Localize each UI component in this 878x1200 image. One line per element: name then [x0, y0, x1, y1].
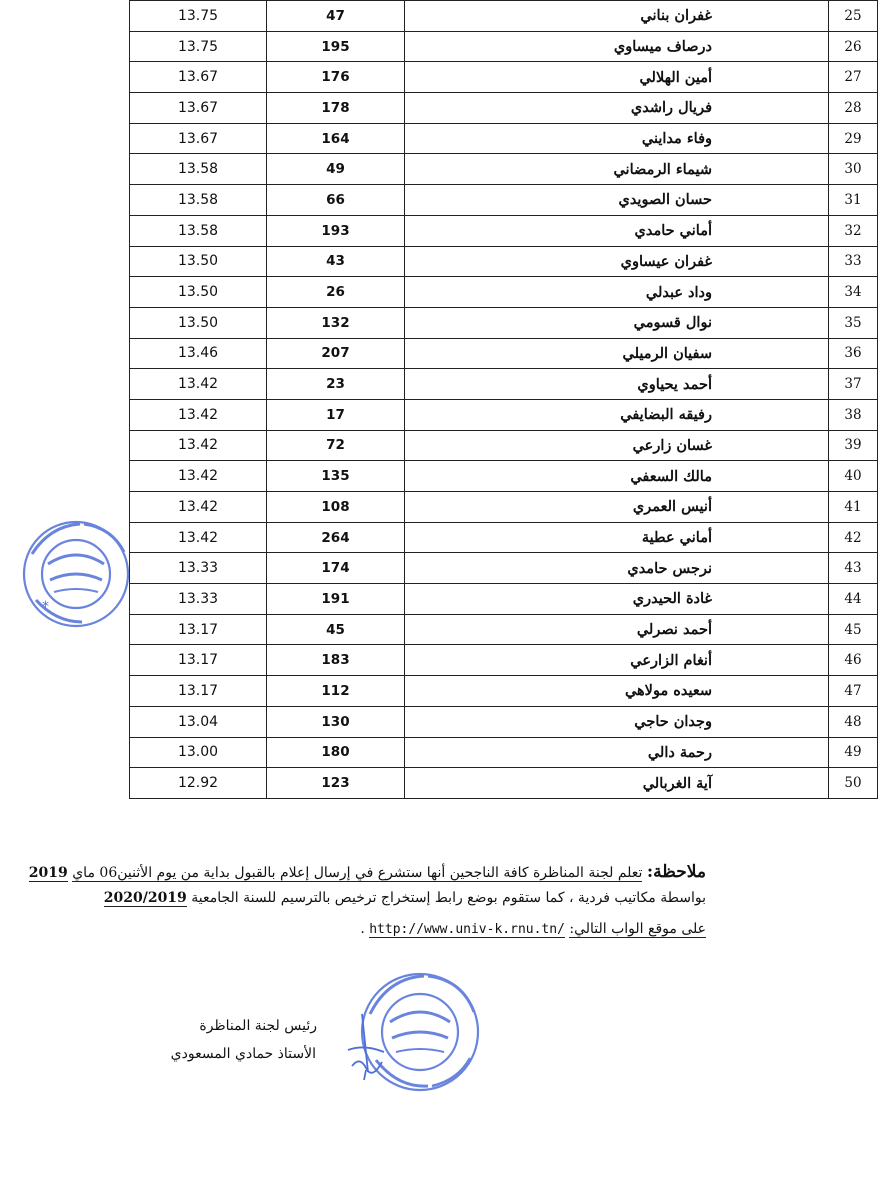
- id-cell: 193: [267, 215, 405, 246]
- name-cell: أمين الهلالي: [405, 62, 829, 93]
- note-text-1: تعلم لجنة المناظرة كافة الناجحين أنها ستشرع في إرسال إعلام بالقبول بداية من يوم الأثنين06 ماي: [72, 865, 643, 881]
- rank-cell: 37: [829, 369, 878, 400]
- score-cell: 13.42: [130, 492, 267, 523]
- name-cell: أماني عطية: [405, 522, 829, 553]
- note-line-3: [360, 921, 706, 937]
- note-text-2: بواسطة مكاتيب فردية ، كما ستقوم بوضع رابط إستخراج ترخيص بالترسيم للسنة الجامعية: [191, 890, 706, 906]
- name-cell: رحمة دالي: [405, 737, 829, 768]
- note-year-1: 2019: [28, 865, 68, 881]
- rank-cell: 45: [829, 614, 878, 645]
- id-cell: 26: [267, 277, 405, 308]
- id-cell: 135: [267, 461, 405, 492]
- id-cell: 49: [267, 154, 405, 185]
- score-cell: 13.17: [130, 614, 267, 645]
- table-row: [130, 1, 878, 32]
- rank-cell: 30: [829, 154, 878, 185]
- rank-cell: 36: [829, 338, 878, 369]
- note-line-2: [104, 890, 706, 906]
- note-url-link[interactable]: http://www.univ-k.rnu.tn/: [369, 922, 565, 937]
- rank-cell: 44: [829, 584, 878, 615]
- table-row: [130, 277, 878, 308]
- name-cell: سعيده مولاهي: [405, 676, 829, 707]
- score-cell: 13.17: [130, 645, 267, 676]
- name-cell: وجدان حاجي: [405, 706, 829, 737]
- id-cell: 43: [267, 246, 405, 277]
- table-row: [130, 461, 878, 492]
- id-cell: 183: [267, 645, 405, 676]
- rank-cell: 38: [829, 399, 878, 430]
- table-row: [130, 93, 878, 124]
- signature-name: الأستاذ حمادي المسعودي: [170, 1046, 316, 1062]
- rank-cell: 34: [829, 277, 878, 308]
- score-cell: 13.42: [130, 399, 267, 430]
- id-cell: 130: [267, 706, 405, 737]
- name-cell: أحمد يحياوي: [405, 369, 829, 400]
- table-row: [130, 215, 878, 246]
- rank-cell: 27: [829, 62, 878, 93]
- score-cell: 13.50: [130, 307, 267, 338]
- rank-cell: 26: [829, 31, 878, 62]
- rank-cell: 47: [829, 676, 878, 707]
- id-cell: 23: [267, 369, 405, 400]
- note-label: ملاحظة:: [646, 862, 706, 882]
- score-cell: 13.17: [130, 676, 267, 707]
- university-stamp-right: [358, 970, 482, 1094]
- score-cell: 13.33: [130, 584, 267, 615]
- note-line-1: [29, 862, 706, 882]
- rank-cell: 32: [829, 215, 878, 246]
- rank-cell: 50: [829, 768, 878, 799]
- score-cell: 13.42: [130, 522, 267, 553]
- score-cell: 13.42: [130, 461, 267, 492]
- note-end: .: [360, 921, 365, 937]
- name-cell: مالك السعفي: [405, 461, 829, 492]
- name-cell: شيماء الرمضاني: [405, 154, 829, 185]
- rank-cell: 43: [829, 553, 878, 584]
- rank-cell: 42: [829, 522, 878, 553]
- name-cell: غادة الحيدري: [405, 584, 829, 615]
- id-cell: 72: [267, 430, 405, 461]
- score-cell: 13.50: [130, 246, 267, 277]
- id-cell: 17: [267, 399, 405, 430]
- table-row: [130, 154, 878, 185]
- name-cell: رفيقه البضايفي: [405, 399, 829, 430]
- table-row: [130, 307, 878, 338]
- score-cell: 13.42: [130, 369, 267, 400]
- name-cell: غفران عيساوي: [405, 246, 829, 277]
- university-stamp-left: [20, 518, 132, 630]
- rank-cell: 28: [829, 93, 878, 124]
- score-cell: 13.58: [130, 185, 267, 216]
- name-cell: غسان زارعي: [405, 430, 829, 461]
- score-cell: 13.33: [130, 553, 267, 584]
- id-cell: 195: [267, 31, 405, 62]
- results-table: [129, 0, 878, 799]
- name-cell: درصاف ميساوي: [405, 31, 829, 62]
- rank-cell: 41: [829, 492, 878, 523]
- rank-cell: 33: [829, 246, 878, 277]
- table-row: [130, 430, 878, 461]
- id-cell: 112: [267, 676, 405, 707]
- id-cell: 164: [267, 123, 405, 154]
- table-row: [130, 645, 878, 676]
- rank-cell: 46: [829, 645, 878, 676]
- score-cell: 13.42: [130, 430, 267, 461]
- score-cell: 12.92: [130, 768, 267, 799]
- name-cell: وفاء مدايني: [405, 123, 829, 154]
- note-text-3: على موقع الواب التالي:: [569, 921, 706, 937]
- table-row: [130, 584, 878, 615]
- id-cell: 123: [267, 768, 405, 799]
- rank-cell: 29: [829, 123, 878, 154]
- table-row: [130, 737, 878, 768]
- name-cell: سفيان الرميلي: [405, 338, 829, 369]
- id-cell: 176: [267, 62, 405, 93]
- score-cell: 13.58: [130, 154, 267, 185]
- table-row: [130, 553, 878, 584]
- score-cell: 13.50: [130, 277, 267, 308]
- name-cell: وداد عبدلي: [405, 277, 829, 308]
- id-cell: 191: [267, 584, 405, 615]
- table-row: [130, 399, 878, 430]
- rank-cell: 35: [829, 307, 878, 338]
- results-body: [130, 1, 878, 799]
- name-cell: نرجس حامدي: [405, 553, 829, 584]
- score-cell: 13.46: [130, 338, 267, 369]
- id-cell: 66: [267, 185, 405, 216]
- rank-cell: 31: [829, 185, 878, 216]
- table-row: [130, 338, 878, 369]
- svg-text:*: *: [42, 599, 49, 615]
- name-cell: فريال راشدي: [405, 93, 829, 124]
- score-cell: 13.00: [130, 737, 267, 768]
- table-row: [130, 676, 878, 707]
- id-cell: 207: [267, 338, 405, 369]
- score-cell: 13.75: [130, 1, 267, 32]
- name-cell: آية الغربالي: [405, 768, 829, 799]
- id-cell: 180: [267, 737, 405, 768]
- table-row: [130, 706, 878, 737]
- id-cell: 108: [267, 492, 405, 523]
- score-cell: 13.67: [130, 93, 267, 124]
- rank-cell: 39: [829, 430, 878, 461]
- name-cell: حسان الصويدي: [405, 185, 829, 216]
- name-cell: نوال قسومي: [405, 307, 829, 338]
- name-cell: أحمد نصرلي: [405, 614, 829, 645]
- name-cell: أماني حامدي: [405, 215, 829, 246]
- rank-cell: 25: [829, 1, 878, 32]
- table-row: [130, 246, 878, 277]
- id-cell: 132: [267, 307, 405, 338]
- rank-cell: 40: [829, 461, 878, 492]
- note-year-2: 2020/2019: [103, 890, 187, 906]
- table-row: [130, 62, 878, 93]
- rank-cell: 49: [829, 737, 878, 768]
- table-row: [130, 522, 878, 553]
- table-row: [130, 185, 878, 216]
- name-cell: غفران بناني: [405, 1, 829, 32]
- rank-cell: 48: [829, 706, 878, 737]
- table-row: [130, 369, 878, 400]
- score-cell: 13.58: [130, 215, 267, 246]
- table-row: [130, 768, 878, 799]
- table-row: [130, 614, 878, 645]
- score-cell: 13.67: [130, 123, 267, 154]
- id-cell: 45: [267, 614, 405, 645]
- signature-title: رئيس لجنة المناظرة: [199, 1018, 317, 1034]
- id-cell: 47: [267, 1, 405, 32]
- score-cell: 13.04: [130, 706, 267, 737]
- id-cell: 178: [267, 93, 405, 124]
- table-row: [130, 31, 878, 62]
- id-cell: 264: [267, 522, 405, 553]
- table-row: [130, 492, 878, 523]
- score-cell: 13.75: [130, 31, 267, 62]
- score-cell: 13.67: [130, 62, 267, 93]
- table-row: [130, 123, 878, 154]
- name-cell: أنيس العمري: [405, 492, 829, 523]
- name-cell: أنغام الزارعي: [405, 645, 829, 676]
- id-cell: 174: [267, 553, 405, 584]
